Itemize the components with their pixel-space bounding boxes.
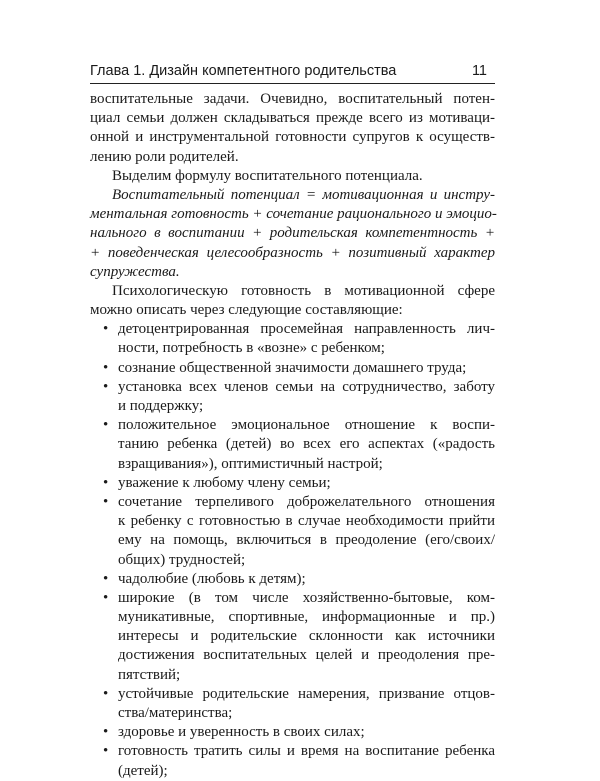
line-text: супружества.	[90, 263, 180, 280]
line-text: нального в воспитании + родительская компетентность +	[90, 225, 495, 242]
bullet-item-line	[90, 723, 495, 742]
text-line	[90, 167, 495, 186]
text-line	[90, 301, 495, 320]
line-text: сознание общественной значимости домашнего труда;	[118, 359, 467, 376]
line-text: танию ребенка (детей) во всех его аспектах («радость	[118, 436, 495, 453]
text-line	[90, 531, 495, 550]
line-text: уважение к любому члену семьи;	[118, 474, 331, 491]
page-number: 11	[471, 63, 487, 79]
text-line	[90, 512, 495, 531]
line-text: циал семьи должен складываться прежде всего из мотиваци-	[90, 110, 495, 127]
line-text: чадолюбие (любовь к детям);	[118, 570, 306, 587]
bullet-item-line	[90, 320, 495, 339]
text-line	[90, 339, 495, 358]
text-line	[90, 666, 495, 685]
text-line	[90, 627, 495, 646]
bullet-item-line	[90, 359, 495, 378]
line-text: (детей);	[118, 762, 168, 779]
bullet-item-line	[90, 474, 495, 493]
line-text: лению роли родителей.	[90, 148, 239, 165]
line-text: воспитательные задачи. Очевидно, воспитательный потен-	[90, 91, 495, 107]
line-text: ментальная готовность + сочетание рационального и эмоцио-	[90, 206, 497, 223]
line-text: готовность тратить силы и время на воспитание ребенка	[118, 743, 495, 760]
text-line	[90, 205, 495, 224]
line-text: широкие (в том числе хозяйственно-бытовые, ком-	[118, 589, 495, 606]
bullet-icon: •	[103, 417, 109, 434]
running-header	[90, 63, 495, 84]
bullet-item-line	[90, 416, 495, 435]
text-line	[90, 90, 495, 109]
line-text: достижения воспитательных целей и преодоления пре-	[118, 647, 495, 664]
line-text: можно описать через следующие составляющие:	[90, 302, 403, 319]
text-line	[90, 608, 495, 627]
line-text: общих) трудностей;	[118, 551, 246, 568]
line-text: устойчивые родительские намерения, призвание отцов-	[118, 685, 495, 702]
line-text: Выделим формулу воспитательного потенциала.	[112, 167, 423, 184]
bullet-icon: •	[103, 359, 109, 376]
bullet-item-line	[90, 378, 495, 397]
line-text: ства/материнства;	[118, 705, 233, 721]
text-line	[90, 551, 495, 570]
text-line	[90, 282, 495, 301]
text-line	[90, 646, 495, 665]
text-line	[90, 186, 495, 205]
bullet-icon: •	[103, 493, 109, 510]
bullet-icon: •	[103, 589, 109, 606]
bullet-item-line	[90, 685, 495, 704]
running-title: Глава 1. Дизайн компетентного родительства	[90, 63, 397, 79]
line-text: взращивания»), оптимистичный настрой;	[118, 455, 383, 472]
line-text: + поведенческая целесообразность + позитивный характер	[90, 244, 495, 261]
text-line	[90, 244, 495, 263]
bullet-icon: •	[103, 321, 109, 338]
text-line	[90, 704, 495, 723]
bullet-icon: •	[103, 570, 109, 587]
body-text	[90, 90, 495, 781]
line-text: муникативные, спортивные, информационные и пр.)	[118, 609, 495, 626]
line-text: онной и инструментальной готовности супругов к осуществ-	[90, 129, 495, 146]
line-text: интересы и родительские склонности как источники	[118, 628, 495, 645]
line-text: пятствий;	[118, 666, 181, 683]
line-text: Воспитательный потенциал = мотивационная и инстру-	[112, 186, 495, 203]
text-line	[90, 397, 495, 416]
bullet-icon: •	[103, 685, 109, 702]
bullet-item-line	[90, 493, 495, 512]
bullet-item-line	[90, 589, 495, 608]
line-text: ности, потребность в «возне» с ребенком;	[118, 340, 385, 357]
bullet-icon: •	[103, 724, 109, 741]
bullet-item-line	[90, 570, 495, 589]
text-line	[90, 148, 495, 167]
line-text: и поддержку;	[118, 398, 204, 414]
line-text: сочетание терпеливого доброжелательного отношения	[118, 493, 495, 510]
text-line	[90, 455, 495, 474]
text-line	[90, 435, 495, 454]
text-line	[90, 224, 495, 243]
line-text: здоровье и уверенность в своих силах;	[118, 724, 365, 741]
text-line	[90, 109, 495, 128]
text-line	[90, 128, 495, 147]
bullet-item-line	[90, 742, 495, 761]
line-text: положительное эмоциональное отношение к воспи-	[118, 417, 495, 434]
line-text: ему на помощь, включиться в преодоление (его/своих/	[118, 532, 495, 549]
line-text: к ребенку с готовностью в случае необходимости прийти	[118, 513, 495, 530]
bullet-icon: •	[103, 378, 109, 395]
line-text: установка всех членов семьи на сотрудничество, заботу	[118, 378, 495, 395]
text-line	[90, 762, 495, 781]
bullet-icon: •	[103, 474, 109, 491]
bullet-icon: •	[103, 743, 109, 760]
text-line	[90, 263, 495, 282]
line-text: детоцентрированная просемейная направленность лич-	[118, 321, 495, 338]
line-text: Психологическую готовность в мотивационной сфере	[112, 282, 495, 299]
